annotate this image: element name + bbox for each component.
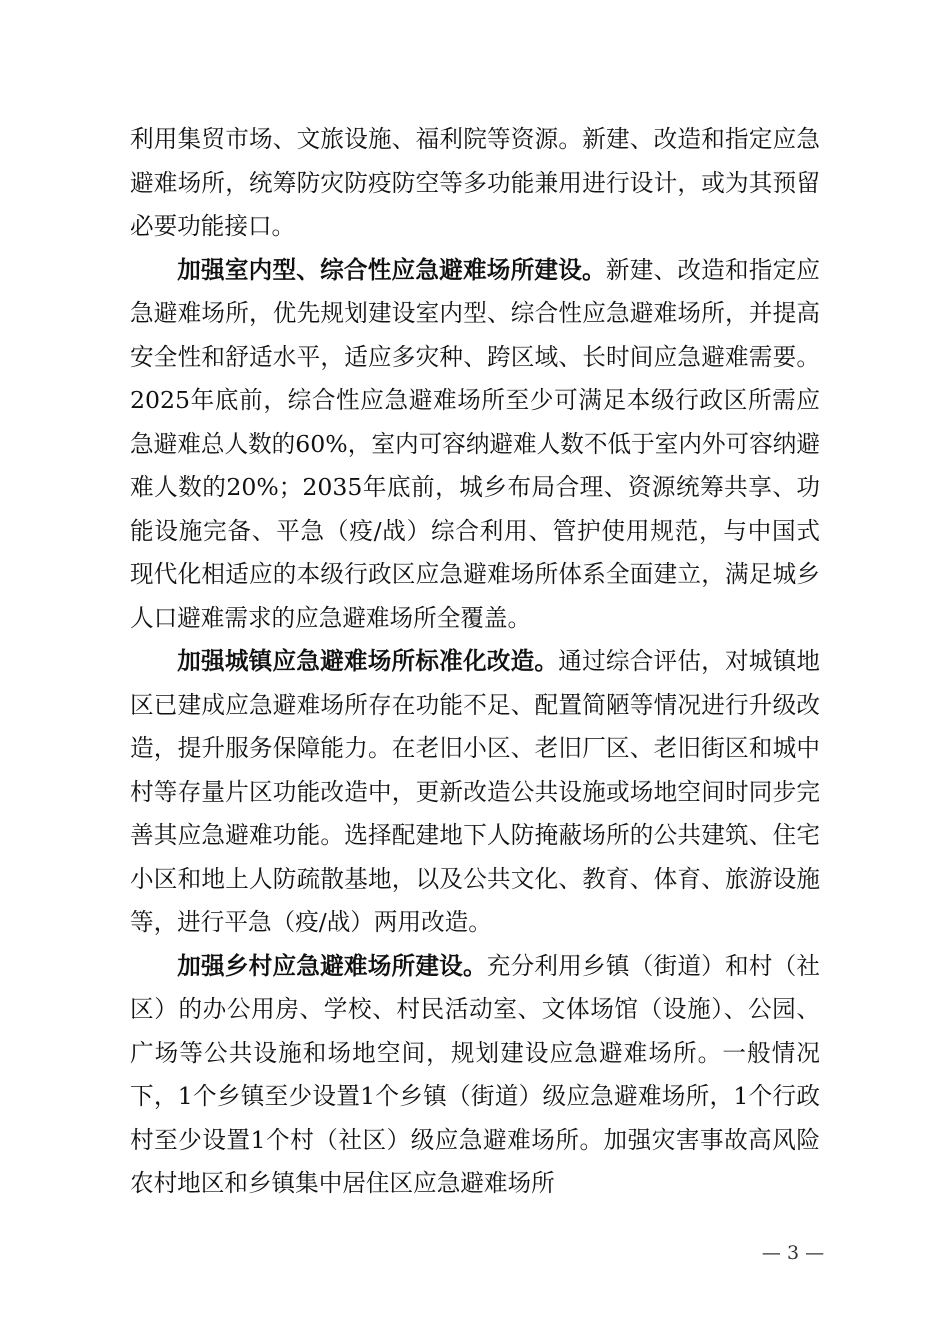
- paragraph-heading: 加强乡村应急避难场所建设。: [177, 951, 487, 980]
- paragraph-text: 新建、改造和指定应急避难场所，优先规划建设室内型、综合性应急避难场所，并提高安全性和舒适水平，适应多灾种、跨区域、长时间应急避难需要。2025年底前，综合性应急避难场所至少可满足本级行政区所需应急避难总人数的60%，室内可容纳避难人数不低于室内外可容纳避难人数的20%；2035年底前，城乡布局合理、资源统筹共享、功能设施完备、平急（疫/战）综合利用、管护使用规范，与中国式现代化相适应的本级行政区应急避难场所体系全面建立，满足城乡人口避难需求的应急避难场所全覆盖。: [130, 255, 821, 632]
- paragraph-text: 通过综合评估，对城镇地区已建成应急避难场所存在功能不足、配置简陋等情况进行升级改造，提升服务保障能力。在老旧小区、老旧厂区、老旧街区和城中村等存量片区功能改造中，更新改造公共设施或场地空间时同步完善其应急避难功能。选择配建地下人防掩蔽场所的公共建筑、住宅小区和地上人防疏散基地，以及公共文化、教育、体育、旅游设施等，进行平急（疫/战）两用改造。: [130, 647, 821, 936]
- paragraph-text: 利用集贸市场、文旅设施、福利院等资源。新建、改造和指定应急避难场所，统筹防灾防疫防空等多功能兼用进行设计，或为其预留必要功能接口。: [130, 125, 820, 240]
- paragraph-rural-shelters: [130, 945, 820, 1206]
- paragraph-continuation: [130, 118, 820, 249]
- paragraph-heading: 加强城镇应急避难场所标准化改造。: [177, 647, 559, 675]
- paragraph-indoor-shelters: [130, 249, 820, 641]
- paragraph-text: 充分利用乡镇（街道）和村（社区）的办公用房、学校、村民活动室、文体场馆（设施）、公园、广场等公共设施和场地空间，规划建设应急避难场所。一般情况下，1个乡镇至少设置1个乡镇（街道）级应急避难场所，1个行政村至少设置1个村（社区）级应急避难场所。加强灾害事故高风险农村地区和乡镇集中居住区应急避难场所: [130, 951, 820, 1197]
- document-body: [130, 118, 820, 1206]
- paragraph-heading: 加强室内型、综合性应急避难场所建设。: [177, 255, 606, 284]
- paragraph-urban-shelters: [130, 640, 820, 945]
- page-number: — 3 —: [761, 1242, 825, 1264]
